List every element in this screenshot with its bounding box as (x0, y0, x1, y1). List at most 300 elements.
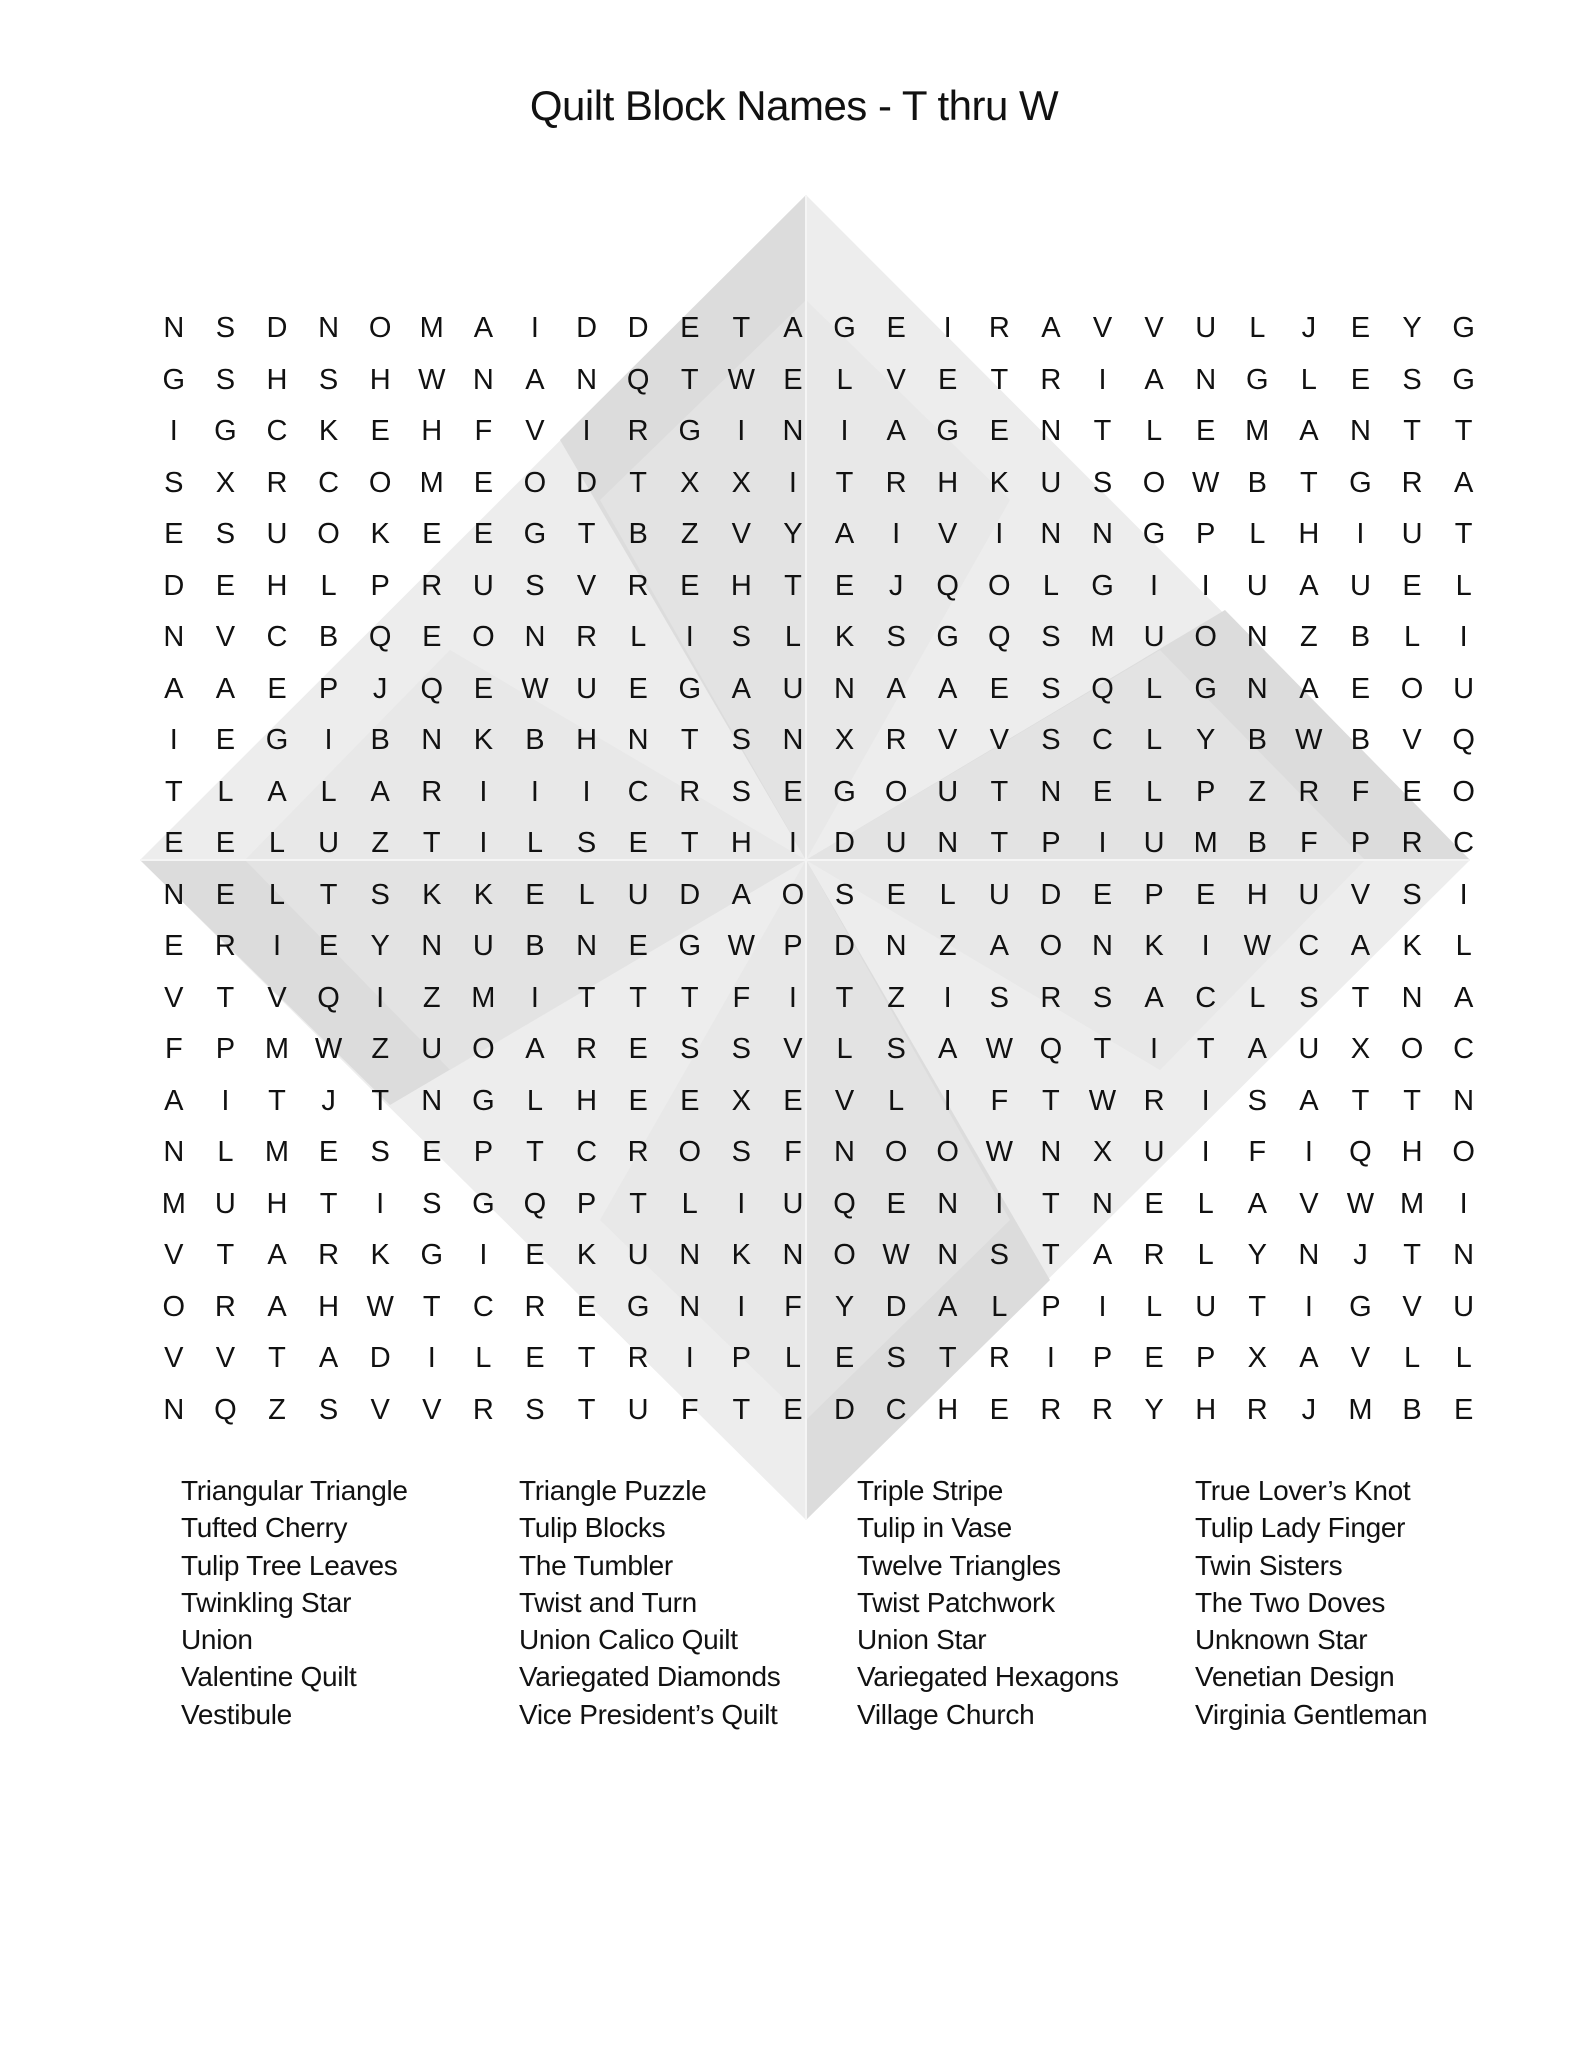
grid-letter[interactable]: N (1453, 1239, 1475, 1272)
grid-letter[interactable]: A (1041, 312, 1061, 345)
grid-letter[interactable]: A (164, 672, 184, 705)
grid-letter[interactable]: G (472, 1187, 495, 1220)
grid-letter[interactable]: A (1299, 1084, 1319, 1117)
grid-letter[interactable]: L (1249, 981, 1266, 1014)
grid-letter[interactable]: O (678, 1136, 702, 1169)
grid-letter[interactable]: S (215, 518, 236, 551)
grid-letter[interactable]: L (1403, 621, 1421, 654)
grid-letter[interactable]: U (1401, 518, 1423, 551)
grid-letter[interactable]: S (1041, 621, 1061, 654)
grid-letter[interactable]: T (784, 569, 802, 602)
grid-letter[interactable]: S (886, 1342, 906, 1375)
grid-letter[interactable]: E (783, 1084, 803, 1117)
grid-letter[interactable]: S (1092, 981, 1113, 1014)
grid-letter[interactable]: A (834, 518, 855, 551)
grid-letter[interactable]: E (628, 1033, 648, 1066)
grid-letter[interactable]: O (988, 569, 1011, 602)
grid-letter[interactable]: A (1299, 415, 1319, 448)
grid-letter[interactable]: Y (1144, 1393, 1164, 1426)
grid-letter[interactable]: I (943, 312, 952, 345)
grid-letter[interactable]: T (1248, 1290, 1267, 1323)
grid-letter[interactable]: E (680, 312, 700, 345)
grid-letter[interactable]: V (1350, 878, 1371, 911)
grid-letter[interactable]: G (472, 1084, 495, 1117)
grid-letter[interactable]: Z (371, 1033, 390, 1066)
grid-letter[interactable]: A (886, 672, 906, 705)
grid-letter[interactable]: B (1402, 1393, 1422, 1426)
grid-letter[interactable]: B (370, 724, 390, 757)
grid-letter[interactable]: L (1146, 415, 1163, 448)
grid-letter[interactable]: W (314, 1033, 343, 1066)
grid-letter[interactable]: T (216, 981, 235, 1014)
grid-letter[interactable]: T (319, 878, 338, 911)
grid-letter[interactable]: O (472, 1033, 495, 1066)
grid-letter[interactable]: L (1249, 312, 1266, 345)
grid-letter[interactable]: T (526, 1136, 544, 1169)
grid-letter[interactable]: H (266, 363, 288, 396)
grid-letter[interactable]: E (886, 1187, 906, 1220)
grid-letter[interactable]: S (886, 1033, 906, 1066)
grid-letter[interactable]: J (1353, 1239, 1368, 1272)
grid-letter[interactable]: F (784, 1136, 802, 1169)
grid-letter[interactable]: L (1403, 1342, 1421, 1375)
grid-letter[interactable]: L (1042, 569, 1059, 602)
grid-letter[interactable]: N (1349, 415, 1371, 448)
grid-letter[interactable]: U (627, 878, 649, 911)
grid-letter[interactable]: Z (371, 827, 390, 860)
grid-letter[interactable]: R (318, 1239, 340, 1272)
grid-letter[interactable]: K (989, 466, 1009, 499)
grid-letter[interactable]: U (472, 569, 494, 602)
grid-letter[interactable]: G (265, 724, 289, 757)
grid-letter[interactable]: R (266, 466, 288, 499)
grid-letter[interactable]: I (1201, 1136, 1210, 1169)
grid-letter[interactable]: V (164, 1342, 184, 1375)
grid-letter[interactable]: M (471, 981, 496, 1014)
grid-letter[interactable]: G (1349, 1290, 1372, 1323)
grid-letter[interactable]: S (680, 1033, 700, 1066)
grid-letter[interactable]: O (1452, 775, 1475, 808)
grid-letter[interactable]: R (988, 1342, 1010, 1375)
grid-letter[interactable]: R (1040, 981, 1062, 1014)
grid-letter[interactable]: N (163, 878, 185, 911)
grid-letter[interactable]: D (369, 1342, 391, 1375)
grid-letter[interactable]: V (1402, 724, 1422, 757)
grid-letter[interactable]: T (680, 827, 699, 860)
grid-letter[interactable]: N (679, 1239, 701, 1272)
grid-letter[interactable]: F (732, 981, 751, 1014)
grid-letter[interactable]: A (525, 363, 545, 396)
grid-letter[interactable]: L (526, 827, 544, 860)
grid-letter[interactable]: U (627, 1239, 649, 1272)
grid-letter[interactable]: X (731, 466, 751, 499)
grid-letter[interactable]: L (1249, 518, 1266, 551)
grid-letter[interactable]: Q (1039, 1033, 1063, 1066)
grid-letter[interactable]: N (834, 672, 855, 705)
grid-letter[interactable]: N (627, 724, 649, 757)
grid-letter[interactable]: C (266, 415, 288, 448)
grid-letter[interactable]: I (685, 621, 694, 654)
grid-letter[interactable]: O (317, 518, 340, 551)
grid-letter[interactable]: C (472, 1290, 494, 1323)
grid-letter[interactable]: Y (1196, 724, 1216, 757)
grid-letter[interactable]: T (990, 827, 1009, 860)
grid-letter[interactable]: L (939, 878, 956, 911)
grid-letter[interactable]: I (788, 466, 797, 499)
grid-letter[interactable]: N (1092, 1187, 1113, 1220)
grid-letter[interactable]: L (888, 1084, 905, 1117)
grid-letter[interactable]: I (1098, 363, 1107, 396)
grid-letter[interactable]: I (1201, 1084, 1210, 1117)
grid-letter[interactable]: U (1195, 312, 1217, 345)
grid-letter[interactable]: A (267, 1239, 287, 1272)
grid-letter[interactable]: T (1042, 1084, 1060, 1117)
grid-letter[interactable]: J (1301, 312, 1317, 345)
grid-letter[interactable]: Y (783, 518, 803, 551)
grid-letter[interactable]: C (318, 466, 340, 499)
grid-letter[interactable]: R (1298, 775, 1320, 808)
grid-letter[interactable]: E (215, 878, 236, 911)
grid-letter[interactable]: Q (833, 1187, 856, 1220)
grid-letter[interactable]: D (576, 466, 598, 499)
grid-letter[interactable]: R (421, 569, 443, 602)
grid-letter[interactable]: L (1146, 775, 1163, 808)
grid-letter[interactable]: N (421, 724, 443, 757)
grid-letter[interactable]: H (937, 466, 959, 499)
grid-letter[interactable]: A (318, 1342, 339, 1375)
grid-letter[interactable]: W (1191, 466, 1220, 499)
grid-letter[interactable]: H (1401, 1136, 1423, 1169)
grid-letter[interactable]: X (731, 1084, 751, 1117)
grid-letter[interactable]: T (1403, 1084, 1421, 1117)
grid-letter[interactable]: E (1196, 415, 1216, 448)
grid-letter[interactable]: I (1459, 878, 1468, 911)
grid-letter[interactable]: T (990, 775, 1009, 808)
grid-letter[interactable]: W (1243, 930, 1271, 963)
grid-letter[interactable]: N (1040, 1136, 1062, 1169)
grid-letter[interactable]: R (988, 312, 1010, 345)
grid-letter[interactable]: N (782, 1239, 804, 1272)
grid-letter[interactable]: J (888, 569, 904, 602)
grid-letter[interactable]: A (1453, 981, 1474, 1014)
grid-letter[interactable]: H (1195, 1393, 1217, 1426)
grid-letter[interactable]: W (521, 672, 549, 705)
grid-letter[interactable]: I (943, 981, 952, 1014)
grid-letter[interactable]: J (321, 1084, 336, 1117)
grid-letter[interactable]: I (530, 981, 539, 1014)
grid-letter[interactable]: A (1299, 1342, 1319, 1375)
grid-letter[interactable]: O (833, 1239, 856, 1272)
grid-letter[interactable]: Z (680, 518, 699, 551)
grid-letter[interactable]: S (1402, 878, 1422, 911)
grid-letter[interactable]: N (163, 1136, 185, 1169)
grid-letter[interactable]: T (268, 1084, 286, 1117)
grid-letter[interactable]: W (727, 930, 756, 963)
grid-letter[interactable]: V (1299, 1187, 1319, 1220)
grid-letter[interactable]: X (215, 466, 236, 499)
grid-letter[interactable]: I (427, 1342, 436, 1375)
grid-letter[interactable]: A (1144, 981, 1164, 1014)
grid-letter[interactable]: M (264, 1136, 290, 1169)
grid-letter[interactable]: V (834, 1084, 855, 1117)
grid-letter[interactable]: E (164, 518, 184, 551)
grid-letter[interactable]: G (678, 672, 702, 705)
grid-letter[interactable]: L (320, 569, 337, 602)
grid-letter[interactable]: R (885, 724, 907, 757)
grid-letter[interactable]: E (989, 415, 1009, 448)
grid-letter[interactable]: I (169, 724, 178, 757)
grid-letter[interactable]: L (268, 827, 286, 860)
grid-letter[interactable]: N (1298, 1239, 1320, 1272)
grid-letter[interactable]: V (422, 1393, 442, 1426)
grid-letter[interactable]: R (885, 466, 907, 499)
grid-letter[interactable]: L (991, 1290, 1008, 1323)
grid-letter[interactable]: A (473, 312, 494, 345)
grid-letter[interactable]: Q (936, 569, 959, 602)
grid-letter[interactable]: U (782, 1187, 804, 1220)
grid-letter[interactable]: S (731, 724, 751, 757)
grid-letter[interactable]: T (680, 724, 699, 757)
grid-letter[interactable]: S (886, 621, 906, 654)
grid-letter[interactable]: X (1092, 1136, 1113, 1169)
grid-letter[interactable]: K (1144, 930, 1164, 963)
grid-letter[interactable]: E (938, 363, 958, 396)
grid-letter[interactable]: H (937, 1393, 959, 1426)
grid-letter[interactable]: U (318, 827, 340, 860)
grid-letter[interactable]: B (1350, 724, 1371, 757)
grid-letter[interactable]: R (627, 1136, 649, 1169)
grid-letter[interactable]: U (421, 1033, 443, 1066)
grid-letter[interactable]: S (731, 1136, 751, 1169)
grid-letter[interactable]: R (627, 569, 649, 602)
grid-letter[interactable]: S (1247, 1084, 1267, 1117)
grid-letter[interactable]: T (938, 1342, 957, 1375)
grid-letter[interactable]: E (886, 878, 906, 911)
grid-letter[interactable]: I (376, 1187, 385, 1220)
grid-letter[interactable]: I (1098, 1290, 1107, 1323)
grid-letter[interactable]: E (473, 518, 494, 551)
grid-letter[interactable]: T (577, 1393, 596, 1426)
grid-letter[interactable]: F (474, 415, 493, 448)
grid-letter[interactable]: T (835, 466, 854, 499)
grid-letter[interactable]: I (376, 981, 385, 1014)
grid-letter[interactable]: N (937, 827, 959, 860)
grid-letter[interactable]: S (525, 1393, 545, 1426)
grid-letter[interactable]: H (1246, 878, 1268, 911)
grid-letter[interactable]: G (626, 1290, 650, 1323)
grid-letter[interactable]: D (834, 1393, 855, 1426)
grid-letter[interactable]: D (885, 1290, 907, 1323)
grid-letter[interactable]: I (840, 415, 849, 448)
grid-letter[interactable]: T (732, 1393, 751, 1426)
grid-letter[interactable]: I (1150, 1033, 1159, 1066)
grid-letter[interactable]: Q (988, 621, 1011, 654)
grid-letter[interactable]: A (1299, 569, 1319, 602)
grid-letter[interactable]: T (577, 518, 596, 551)
grid-letter[interactable]: I (995, 518, 1004, 551)
grid-letter[interactable]: P (1196, 775, 1216, 808)
grid-letter[interactable]: C (627, 775, 649, 808)
grid-letter[interactable]: H (576, 724, 598, 757)
grid-letter[interactable]: E (1092, 775, 1113, 808)
grid-letter[interactable]: N (937, 1187, 959, 1220)
grid-letter[interactable]: H (369, 363, 391, 396)
grid-letter[interactable]: L (1455, 569, 1472, 602)
grid-letter[interactable]: L (784, 621, 801, 654)
grid-letter[interactable]: H (421, 415, 443, 448)
grid-letter[interactable]: S (164, 466, 184, 499)
grid-letter[interactable]: S (1402, 363, 1422, 396)
grid-letter[interactable]: I (1046, 1342, 1055, 1375)
grid-letter[interactable]: I (788, 981, 797, 1014)
grid-letter[interactable]: L (578, 878, 595, 911)
grid-letter[interactable]: P (473, 1136, 494, 1169)
grid-letter[interactable]: S (215, 363, 236, 396)
grid-letter[interactable]: C (1195, 981, 1217, 1014)
grid-letter[interactable]: V (783, 1033, 803, 1066)
grid-letter[interactable]: E (1350, 363, 1371, 396)
grid-letter[interactable]: T (216, 1239, 235, 1272)
grid-letter[interactable]: P (1196, 518, 1216, 551)
grid-letter[interactable]: U (1298, 878, 1320, 911)
grid-letter[interactable]: N (472, 363, 494, 396)
grid-letter[interactable]: N (163, 312, 185, 345)
grid-letter[interactable]: O (368, 312, 392, 345)
grid-letter[interactable]: O (936, 1136, 959, 1169)
grid-letter[interactable]: E (680, 569, 700, 602)
grid-letter[interactable]: R (627, 1342, 649, 1375)
grid-letter[interactable]: Q (523, 1187, 547, 1220)
grid-letter[interactable]: E (628, 827, 648, 860)
grid-letter[interactable]: U (1453, 1290, 1475, 1323)
grid-letter[interactable]: Z (938, 930, 957, 963)
grid-letter[interactable]: A (938, 672, 958, 705)
grid-letter[interactable]: S (1092, 466, 1113, 499)
grid-letter[interactable]: W (985, 1136, 1013, 1169)
grid-letter[interactable]: U (1298, 1033, 1320, 1066)
grid-letter[interactable]: O (368, 466, 392, 499)
grid-letter[interactable]: I (1304, 1136, 1313, 1169)
grid-letter[interactable]: R (1401, 466, 1423, 499)
grid-letter[interactable]: L (217, 775, 234, 808)
grid-letter[interactable]: E (215, 724, 236, 757)
grid-letter[interactable]: L (1146, 672, 1163, 705)
grid-letter[interactable]: V (267, 981, 287, 1014)
grid-letter[interactable]: S (525, 569, 545, 602)
grid-letter[interactable]: B (318, 621, 339, 654)
grid-letter[interactable]: R (1401, 827, 1423, 860)
grid-letter[interactable]: E (783, 775, 803, 808)
grid-letter[interactable]: M (1399, 1187, 1425, 1220)
grid-letter[interactable]: B (628, 518, 648, 551)
grid-letter[interactable]: L (320, 775, 337, 808)
grid-letter[interactable]: D (627, 312, 649, 345)
grid-letter[interactable]: K (370, 518, 390, 551)
grid-letter[interactable]: K (370, 1239, 390, 1272)
grid-letter[interactable]: W (985, 1033, 1013, 1066)
grid-letter[interactable]: Z (422, 981, 441, 1014)
grid-letter[interactable]: N (834, 1136, 855, 1169)
grid-letter[interactable]: U (472, 930, 494, 963)
grid-letter[interactable]: S (576, 827, 597, 860)
grid-letter[interactable]: E (628, 1084, 648, 1117)
grid-letter[interactable]: N (1453, 1084, 1475, 1117)
grid-letter[interactable]: N (1040, 415, 1062, 448)
grid-letter[interactable]: R (576, 621, 598, 654)
grid-letter[interactable]: T (732, 312, 751, 345)
grid-letter[interactable]: V (731, 518, 751, 551)
grid-letter[interactable]: T (371, 1084, 390, 1117)
grid-letter[interactable]: N (524, 621, 546, 654)
grid-letter[interactable]: P (783, 930, 803, 963)
grid-letter[interactable]: N (1246, 672, 1268, 705)
grid-letter[interactable]: I (1356, 518, 1365, 551)
grid-letter[interactable]: H (318, 1290, 340, 1323)
grid-letter[interactable]: U (1195, 1290, 1217, 1323)
grid-letter[interactable]: F (1300, 827, 1318, 860)
grid-letter[interactable]: E (422, 1136, 442, 1169)
grid-letter[interactable]: D (834, 827, 855, 860)
grid-letter[interactable]: T (835, 981, 854, 1014)
grid-letter[interactable]: Z (1300, 621, 1318, 654)
grid-letter[interactable]: D (834, 930, 855, 963)
grid-letter[interactable]: N (1092, 930, 1113, 963)
grid-letter[interactable]: T (1093, 1033, 1112, 1066)
grid-letter[interactable]: F (680, 1393, 699, 1426)
grid-letter[interactable]: I (737, 415, 746, 448)
grid-letter[interactable]: O (1142, 466, 1166, 499)
grid-letter[interactable]: B (525, 724, 545, 757)
grid-letter[interactable]: E (215, 569, 236, 602)
grid-letter[interactable]: I (479, 1239, 488, 1272)
grid-letter[interactable]: E (164, 930, 184, 963)
grid-letter[interactable]: N (1040, 775, 1062, 808)
grid-letter[interactable]: I (943, 1084, 952, 1117)
grid-letter[interactable]: I (1098, 827, 1107, 860)
grid-letter[interactable]: O (781, 878, 805, 911)
grid-letter[interactable]: G (1452, 312, 1475, 345)
grid-letter[interactable]: A (938, 1290, 958, 1323)
grid-letter[interactable]: I (479, 775, 488, 808)
grid-letter[interactable]: T (1403, 415, 1421, 448)
grid-letter[interactable]: A (267, 1290, 287, 1323)
grid-letter[interactable]: R (524, 1290, 546, 1323)
grid-letter[interactable]: G (523, 518, 547, 551)
grid-letter[interactable]: P (1041, 1290, 1061, 1323)
grid-letter[interactable]: R (1040, 1393, 1062, 1426)
grid-letter[interactable]: T (629, 981, 647, 1014)
grid-letter[interactable]: F (784, 1290, 802, 1323)
grid-letter[interactable]: O (1039, 930, 1063, 963)
grid-letter[interactable]: Z (887, 981, 905, 1014)
grid-letter[interactable]: Q (626, 363, 650, 396)
grid-letter[interactable]: U (1246, 569, 1268, 602)
grid-letter[interactable]: L (836, 363, 853, 396)
grid-letter[interactable]: U (1143, 621, 1165, 654)
grid-letter[interactable]: X (834, 724, 855, 757)
grid-letter[interactable]: K (834, 621, 855, 654)
grid-letter[interactable]: L (1197, 1239, 1214, 1272)
grid-letter[interactable]: I (1304, 1290, 1313, 1323)
grid-letter[interactable]: N (1040, 518, 1062, 551)
grid-letter[interactable]: C (1298, 930, 1320, 963)
grid-letter[interactable]: U (627, 1393, 649, 1426)
grid-letter[interactable]: C (1453, 827, 1475, 860)
grid-letter[interactable]: M (1245, 415, 1270, 448)
grid-letter[interactable]: T (577, 1342, 596, 1375)
grid-letter[interactable]: E (1196, 878, 1216, 911)
grid-letter[interactable]: S (989, 981, 1009, 1014)
